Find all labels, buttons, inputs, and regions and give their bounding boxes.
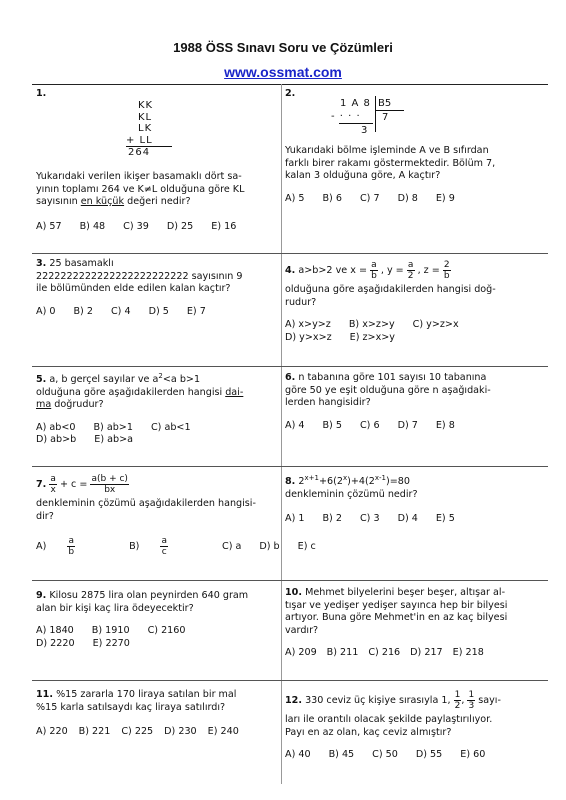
underlined-text: ma (36, 399, 52, 410)
question-text: denkleminin çözümü aşağıdakilerden hangisi- (36, 498, 256, 509)
fraction-a-over-x: $\frac{a}{x}$ (50, 473, 56, 495)
question-text: denkleminin çözümü nedir? (285, 488, 418, 500)
answer-options (285, 749, 547, 762)
fraction-one-half: $\frac{1}{2}$ (454, 689, 461, 711)
column-divider (281, 84, 282, 784)
option-d[interactable]: D) 230 (164, 726, 197, 737)
answer-options (36, 422, 276, 435)
site-link[interactable]: www.ossmat.com (224, 64, 342, 80)
addition-problem (126, 100, 172, 159)
fraction-one-third: $\frac{1}{3}$ (468, 689, 475, 711)
question-number: 4. (285, 265, 296, 276)
remainder: 3 (361, 125, 368, 136)
answer-options (36, 535, 316, 559)
question-text: olduğuna göre aşağıdakilerden hangisi doğ- (285, 284, 496, 295)
option-e[interactable]: E) 16 (211, 220, 237, 232)
option-a[interactable]: A) 209 (285, 647, 317, 658)
option-e[interactable]: E) 9 (435, 192, 455, 204)
question-10 (285, 587, 547, 660)
question-8 (285, 473, 547, 526)
option-c[interactable]: C) 3 (359, 513, 380, 524)
question-text: , z = (417, 265, 440, 276)
question-text: vardır? (285, 624, 319, 636)
option-c[interactable]: C) 7 (359, 192, 380, 204)
question-number: 6. (285, 372, 296, 383)
option-d[interactable]: D) 7 (397, 419, 418, 431)
question-text: 330 ceviz üç kişiye sırasıyla 1, (305, 695, 451, 706)
answer-options (36, 726, 280, 739)
question-text: 2222222222222222222222222 sayısının 9 (36, 270, 243, 282)
question-text: yının toplamı 264 ve K≠L olduğuna göre KL (36, 183, 245, 195)
option-a[interactable]: A) 4 (285, 419, 305, 431)
question-11 (36, 689, 280, 739)
subtraction-line (339, 123, 373, 124)
fraction-2-over-b: $\frac{2}{b}$ (443, 259, 450, 281)
division-bar (375, 96, 376, 132)
option-c[interactable]: C) y>z>x (412, 319, 459, 330)
divisor-line (376, 110, 404, 111)
option-d[interactable]: D) 5 (148, 305, 169, 317)
option-e[interactable]: E) 240 (207, 726, 239, 737)
answer-options (285, 513, 547, 526)
option-a[interactable]: A) 57 (36, 220, 62, 232)
subtrahend: - · · · (331, 111, 361, 122)
option-c[interactable]: C) a (222, 541, 242, 552)
option-e[interactable]: E) 218 (452, 647, 484, 658)
question-number: 11. (36, 689, 53, 700)
answer-options (285, 420, 547, 433)
answer-options (36, 221, 276, 234)
answer-options (285, 647, 547, 660)
question-text: Yukarıdaki verilen ikişer basamaklı dört sa- (36, 171, 242, 182)
question-text: rudur? (285, 296, 317, 308)
question-text: <a b>1 (162, 374, 201, 385)
question-text: , y = (380, 265, 404, 276)
option-c[interactable]: C) 216 (368, 647, 401, 658)
option-e[interactable]: E) 7 (186, 305, 206, 317)
option-b[interactable]: B) 6 (322, 192, 342, 204)
question-text: lerden hangisidir? (285, 397, 371, 408)
question-number: 9. (36, 590, 47, 601)
question-text: ile bölümünden elde edilen kalan kaçtır? (36, 283, 231, 294)
question-text: Yukarıdaki bölme işleminde A ve B sıfırdan (285, 145, 489, 156)
question-text: a>b>2 ve x = (298, 265, 367, 276)
addend-2: KL (138, 111, 153, 123)
answer-options (36, 434, 276, 447)
option-b[interactable]: B) 211 (326, 647, 359, 658)
option-b[interactable]: B) 2 (73, 305, 93, 317)
question-text: 25 basamaklı (49, 258, 114, 269)
addend-3: LK (138, 123, 153, 134)
question-number: 12. (285, 695, 302, 706)
question-9 (36, 590, 276, 650)
option-a[interactable]: A) x>y>z (285, 319, 331, 330)
dividend: 1 A 8 (340, 98, 371, 109)
option-d[interactable]: D) y>x>z (285, 331, 332, 343)
equation-text: + c = (59, 479, 88, 490)
answer-options (36, 638, 276, 651)
question-number: 1. (36, 88, 47, 99)
question-2 (285, 88, 545, 101)
question-text: Mehmet bilyelerini beşer beşer, altışar al- (305, 587, 506, 598)
option-d[interactable]: D) 4 (397, 513, 418, 524)
option-b[interactable]: B) 45 (328, 749, 355, 760)
option-e[interactable]: E) 8 (435, 419, 455, 431)
question-number: 2. (285, 88, 296, 99)
option-e[interactable]: E) z>x>y (349, 331, 395, 343)
option-b[interactable]: B) $\frac{a}{c}$ (129, 535, 167, 557)
option-b[interactable]: B) 1910 (91, 625, 130, 636)
question-12: 12. 330 ceviz üç kişiye sırasıyla 1, $\frac{1}{2}$ , $\frac{1}{3}$ sayı- ları ile orantılı olacak şekilde paylaştırılıyor. Payı en az olan, kaç ceviz almıştır? A) 40 B) 45 C) 50 D) 55 E) 60 (285, 688, 547, 762)
division-problem (331, 96, 415, 144)
addend-4: + LL (126, 135, 172, 148)
row-divider-5 (32, 680, 548, 681)
answer-options (285, 193, 545, 206)
question-text: olduğuna göre aşağıdakilerden hangisi (36, 386, 226, 398)
option-c[interactable]: C) 39 (123, 220, 149, 232)
option-e[interactable]: E) 5 (435, 513, 455, 524)
page-title: 1988 ÖSS Sınavı Soru ve Çözümleri (173, 40, 393, 55)
row-divider-4 (32, 580, 548, 581)
question-number: 7. (36, 479, 47, 490)
answer-options (36, 306, 276, 319)
question-text: ları ile orantılı olacak şekilde paylaştırılıyor. (285, 714, 493, 725)
divisor: B5 (378, 98, 392, 109)
question-6 (285, 372, 547, 432)
question-text: değeri nedir? (124, 196, 191, 207)
question-number: 8. (285, 476, 296, 487)
underlined-text: dai- (225, 386, 244, 398)
question-text: göre 50 ye eşit olduğuna göre n aşağıdaki- (285, 384, 491, 396)
option-e[interactable]: E) c (297, 541, 316, 552)
header-divider (32, 84, 548, 85)
option-b[interactable]: B) 221 (78, 726, 111, 737)
option-a[interactable]: A) 0 (36, 305, 56, 317)
question-text: farklı birer rakamı göstermektedir. Bölüm 7, (285, 157, 496, 169)
option-d[interactable]: D) 8 (397, 192, 418, 204)
row-divider-2 (32, 366, 548, 367)
question-1 (36, 88, 276, 101)
fraction-a-over-2: $\frac{a}{2}$ (407, 259, 414, 281)
option-e[interactable]: E) 2270 (92, 637, 130, 649)
question-text: alan bir kişi kaç lira ödeyecektir? (36, 602, 194, 614)
option-a[interactable]: A) 40 (285, 749, 311, 760)
option-a[interactable]: A) ab<0 (36, 421, 76, 433)
question-number: 3. (36, 258, 47, 269)
question-3 (36, 258, 276, 318)
option-d[interactable]: D) 55 (415, 749, 443, 760)
question-1-body (36, 171, 276, 233)
answer-options (36, 625, 276, 638)
question-4 (285, 258, 547, 344)
option-e[interactable]: E) 60 (460, 749, 486, 760)
option-c[interactable]: C) 2160 (147, 625, 186, 636)
underlined-text: en küçük (80, 196, 125, 207)
fraction-a-over-b: $\frac{a}{b}$ (371, 259, 377, 281)
answer-options (285, 332, 547, 345)
question-number: 10. (285, 587, 302, 598)
option-b[interactable]: B) 2 (322, 513, 342, 524)
superscript: 2 (158, 371, 163, 380)
option-a[interactable]: A) 220 (36, 726, 68, 737)
option-d[interactable]: D) b (259, 541, 280, 552)
equation: $2^{x+1}+6(2^x)+4(2^{x-1})=80$ (298, 473, 410, 487)
option-d[interactable]: D) 2220 (36, 637, 75, 649)
question-text: Payı en az olan, kaç ceviz almıştır? (285, 726, 452, 738)
question-2-body (285, 145, 545, 205)
question-text: a, b gerçel sayılar ve a (49, 374, 159, 385)
option-b[interactable]: B) 48 (79, 220, 106, 232)
question-text: kalan 3 olduğuna göre, A kaçtır? (285, 170, 441, 181)
question-text: dir? (36, 510, 54, 522)
question-text: %15 zararla 170 liraya satılan bir mal (56, 689, 237, 700)
question-5: 5. a, b gerçel sayılar ve $a^2<a$ b>1 olduğuna göre aşağıdakilerden hangisi dai- ma doğrudur? A) ab<0 B) ab>1 C) ab<1 D) ab>b E) ab>a (36, 374, 276, 447)
option-c[interactable]: C) ab<1 (150, 421, 191, 433)
quotient: 7 (382, 112, 389, 123)
option-d[interactable]: D) 217 (410, 647, 443, 658)
question-text: artıyor. Buna göre Mehmet'in en az kaç bilyesi (285, 612, 508, 623)
option-a[interactable]: A) 1 (285, 513, 305, 524)
fraction-rhs: $\frac{a(b + c)}{bx}$ (91, 473, 128, 495)
question-text: n tabanına göre 101 sayısı 10 tabanına (298, 372, 487, 383)
option-c[interactable]: C) 225 (121, 726, 154, 737)
addend-1: KK (138, 100, 154, 111)
option-a[interactable]: A) $\frac{a}{b}$ (36, 535, 75, 557)
row-divider-3 (32, 466, 548, 467)
question-text: Kilosu 2875 lira olan peynirden 640 gram (49, 590, 249, 601)
option-c[interactable]: C) 50 (372, 749, 398, 760)
option-b[interactable]: B) x>z>y (348, 319, 395, 330)
option-c[interactable]: C) 4 (110, 305, 131, 317)
sum-result: 264 (128, 147, 151, 158)
option-e[interactable]: E) ab>a (94, 434, 134, 445)
question-text: doğrudur? (51, 399, 104, 410)
option-a[interactable]: A) 5 (285, 192, 305, 204)
option-b[interactable]: B) 5 (322, 419, 342, 431)
option-d[interactable]: D) ab>b (36, 434, 77, 445)
row-divider-1 (32, 253, 548, 254)
question-text: sayı- (478, 695, 501, 706)
option-c[interactable]: C) 6 (359, 419, 380, 431)
option-a[interactable]: A) 1840 (36, 625, 74, 636)
question-text: %15 karla satılsaydı kaç liraya satılırdı? (36, 701, 226, 713)
option-d[interactable]: D) 25 (166, 220, 194, 232)
option-b[interactable]: B) ab>1 (93, 421, 133, 433)
question-text: tışar ve yedişer yedişer sayınca hep bir bilyesi (285, 599, 508, 611)
question-text: sayısının (36, 196, 81, 207)
answer-options (285, 319, 547, 332)
